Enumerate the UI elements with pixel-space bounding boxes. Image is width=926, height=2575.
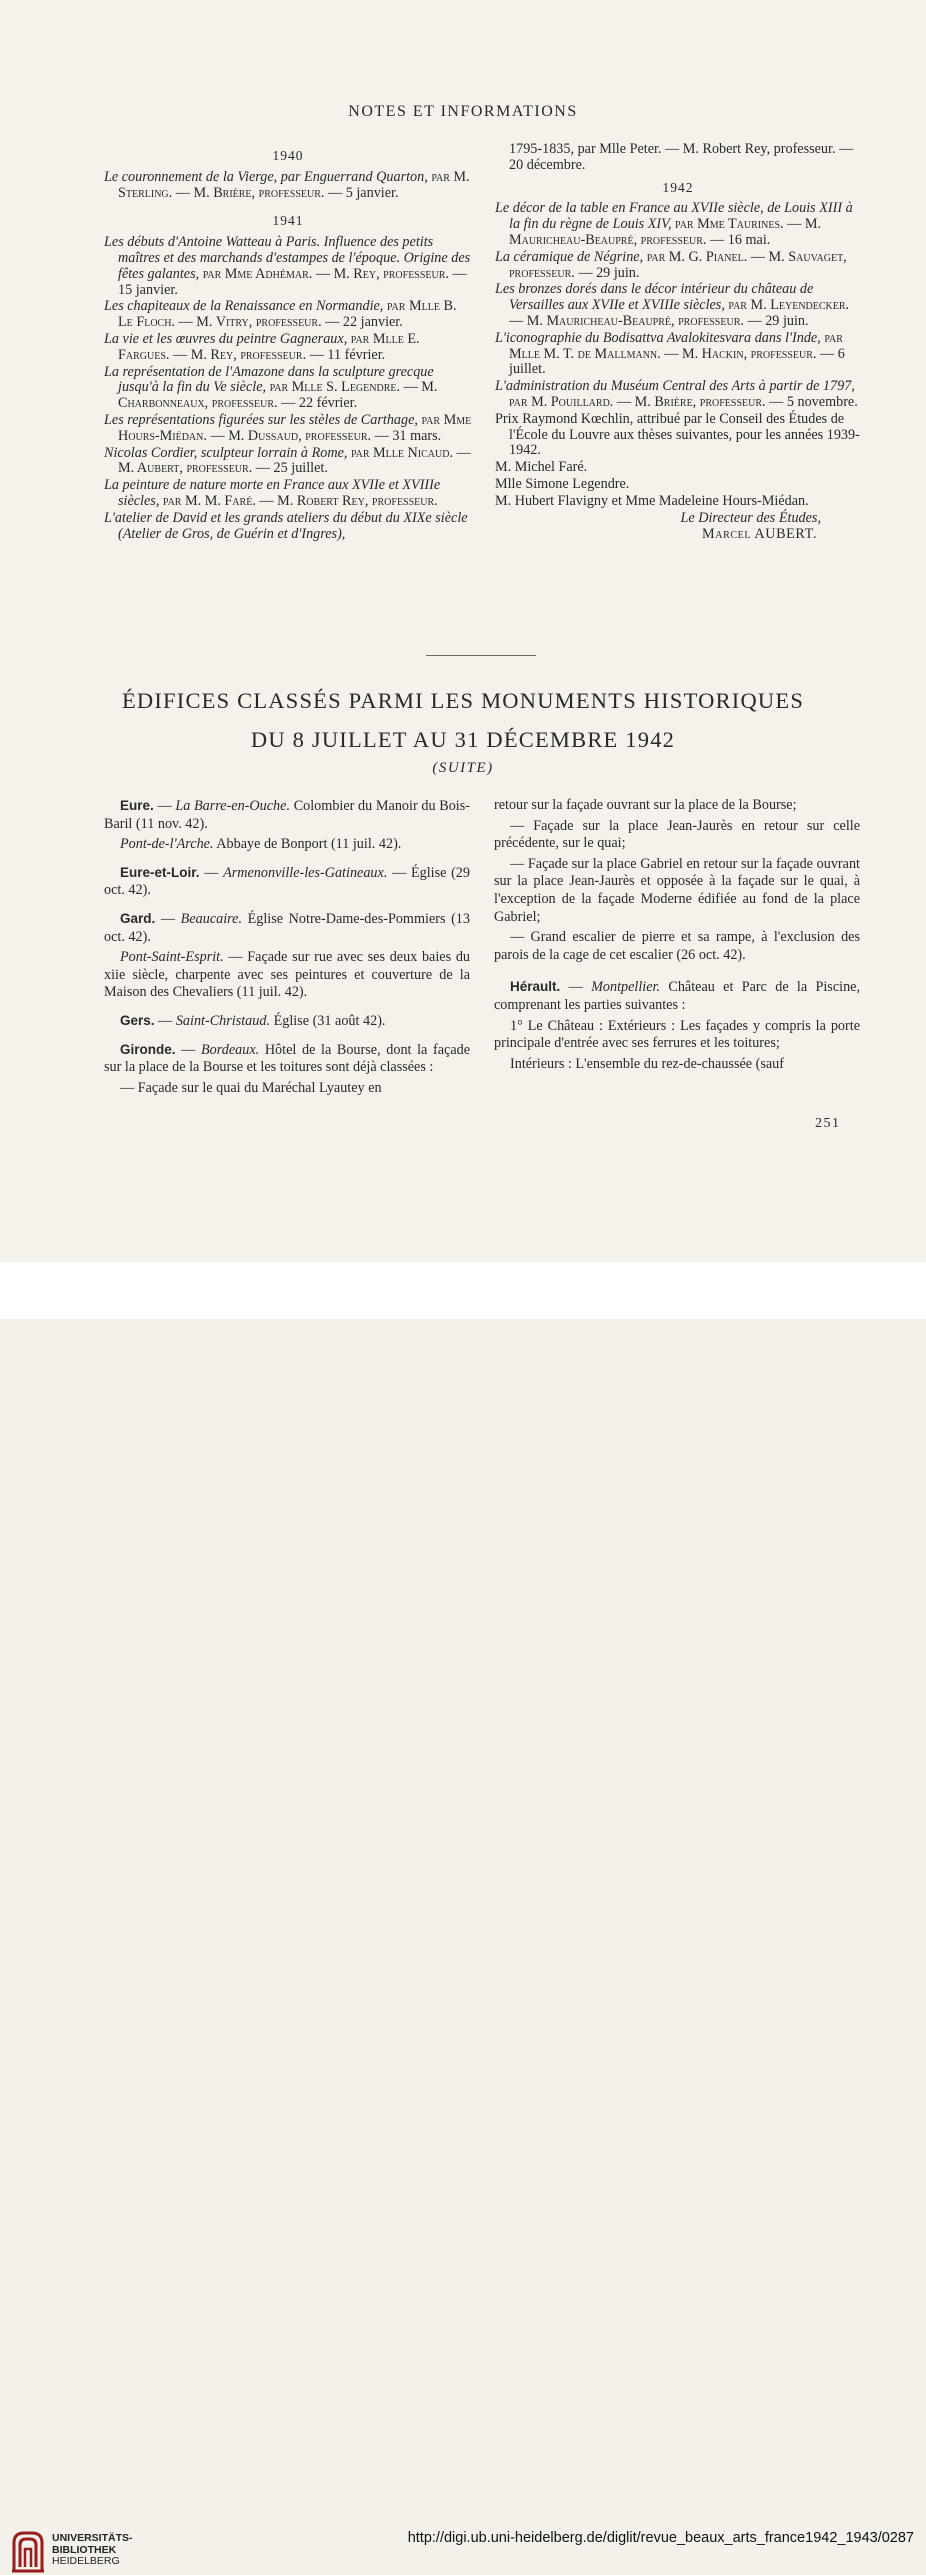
note-entry: L'iconographie du Bodisattva Avalokitesvara dans l'Inde, par Mlle M. T. de Mallmann. — M. Hackin, professeur. — 6 juillet. (495, 329, 845, 378)
listing-paragraph: Eure-et-Loir. — Armenonville-les-Gatineaux. — Église (29 oct. 42). (104, 864, 470, 899)
note-entry: Le couronnement de la Vierge, par Enguerrand Quarton, par M. Sterling. — M. Brière, professeur. — 5 janvier. (104, 168, 470, 201)
notes-left-column (104, 142, 472, 543)
signature-role: Le Directeur des Études, (680, 509, 821, 526)
university-seal-icon (10, 2529, 46, 2575)
listing-paragraph: — Façade sur la place Gabriel en retour sur la façade ouvrant sur la place Jean-Jaurès et opposée à la façade sur le quai, à l'exception de la façade Moderne édifiée au fond de la place Gabriel; (494, 855, 860, 925)
prize-winner: Mlle Simone Legendre. (495, 475, 630, 492)
listing-paragraph: Pont-Saint-Esprit. — Façade sur rue avec ses deux baies du xiie siècle, charpente avec ses peintures et couverture de la Maison des Chevaliers (11 juil. 42). (104, 949, 471, 1001)
note-entry: Les chapiteaux de la Renaissance en Normandie, par Mlle B. Le Floch. — M. Vitry, professeur. — 22 janvier. (104, 298, 457, 331)
section-title-line1: ÉDIFICES CLASSÉS PARMI LES MONUMENTS HISTORIQUES (121, 688, 805, 713)
signature-name: Marcel AUBERT. (702, 526, 817, 543)
note-continuation: 1795-1835, par Mlle Peter. — M. Robert Rey, professeur. — 20 décembre. (509, 141, 854, 173)
note-entry: Les représentations figurées sur les stèles de Carthage, par Mme Hours-Miédan. — M. Dussaud, professeur. — 31 mars. (104, 411, 472, 444)
note-entry: La vie et les œuvres du peintre Gagneraux, par Mlle E. Fargues. — M. Rey, professeur. — 11 février. (104, 330, 420, 363)
year-heading: 1940 (272, 148, 304, 163)
viewer-footer (0, 1262, 926, 2567)
note-entry: Les débuts d'Antoine Watteau à Paris. Influence des petits maîtres et des marchands d'estampes de l'époque. Origine des fêtes galantes, par Mme Adhémar. — M. Rey, professeur. — 15 janvier. (104, 234, 471, 298)
library-name: UNIVERSITÄTS- BIBLIOTHEK HEIDELBERG (52, 2532, 133, 2567)
notes-right-column (495, 142, 861, 544)
note-entry: La peinture de nature morte en France aux XVIIe et XVIIIe siècles, par M. M. Faré. — M. Robert Rey, professeur. (104, 477, 441, 509)
listing-paragraph: — Façade sur le quai du Maréchal Lyautey en (120, 1079, 382, 1096)
listing-paragraph: Pont-de-l'Arche. Abbaye de Bonport (11 juil. 42). (120, 836, 402, 853)
listing-paragraph: Eure. — La Barre-en-Ouche. Colombier du Manoir du Bois-Baril (11 nov. 42). (104, 798, 470, 832)
listing-paragraph: Hérault. — Montpellier. Château et Parc de la Piscine, comprenant les parties suivantes : (494, 979, 861, 1013)
listing-paragraph: retour sur la façade ouvrant sur la place de la Bourse; (494, 797, 797, 813)
page-number: 251 (815, 1116, 841, 1131)
listing-paragraph: Gers. — Saint-Christaud. Église (31 août 42). (120, 1012, 386, 1029)
source-url[interactable]: http://digi.ub.uni-heidelberg.de/diglit/revue_beaux_arts_france1942_1943/0287 (407, 2530, 914, 2546)
listing-paragraph: 1° Le Château : Extérieurs : Les façades y compris la porte principale d'entrée avec ses ferrures et les toitures; (494, 1017, 860, 1052)
section-subtitle: (SUITE) (432, 760, 494, 776)
prize-winner: M. Michel Faré. (495, 459, 588, 476)
note-entry: Le décor de la table en France au XVIIe siècle, de Louis XIII à la fin du règne de Louis XIV, par Mme Taurines. — M. Mauricheau-Beaupré, professeur. — 16 mai. (495, 200, 853, 248)
note-entry: Les bronzes dorés dans le décor intérieur du château de Versailles aux XVIIe et XVIIIe siècles, par M. Leyendecker. — M. Mauricheau-Beaupré, professeur. — 29 juin. (495, 281, 850, 329)
prize-winner: M. Hubert Flavigny et Mme Madeleine Hours-Miédan. (495, 492, 809, 509)
listing-paragraph: Gironde. — Bordeaux. Hôtel de la Bourse, dont la façade sur la place de la Bourse et les toitures sont déjà classées : (104, 1041, 471, 1076)
listing-paragraph: — Façade sur la place Jean-Jaurès en retour sur celle précédente, sur le quai; (494, 817, 860, 852)
scanned-page (0, 0, 926, 1262)
note-entry: La céramique de Négrine, par M. G. Pianel. — M. Sauvaget, professeur. — 29 juin. (495, 248, 847, 281)
listing-paragraph: — Grand escalier de pierre et sa rampe, à l'exclusion des parois de la cage de cet escalier (26 oct. 42). (494, 929, 860, 963)
prize-paragraph: Prix Raymond Kœchlin, attribué par le Conseil des Études de l'École du Louvre aux thèses suivantes, pour les années 1939-1942. (495, 410, 860, 459)
year-heading: 1942 (662, 179, 694, 195)
listing-paragraph: Gard. — Beaucaire. Église Notre-Dame-des-Pommiers (13 oct. 42). (104, 910, 470, 945)
note-entry: La représentation de l'Amazone dans la sculpture grecque jusqu'à la fin du Ve siècle, par Mlle S. Legendre. — M. Charbonneaux, professeur. — 22 février. (104, 363, 438, 412)
section-title-line2: DU 8 JUILLET AU 31 DÉCEMBRE 1942 (250, 727, 676, 752)
body-right-column (494, 797, 860, 1076)
running-head: NOTES ET INFORMATIONS (348, 103, 578, 120)
section-divider (426, 655, 536, 656)
note-entry: Nicolas Cordier, sculpteur lorrain à Rome, par Mlle Nicaud. — M. Aubert, professeur. — 25 juillet. (104, 444, 471, 477)
year-heading: 1941 (272, 213, 304, 229)
note-entry: L'administration du Muséum Central des Arts à partir de 1797, par M. Pouillard. — M. Brière, professeur. — 5 novembre. (495, 378, 858, 410)
body-left-column (104, 797, 470, 1100)
note-entry: L'atelier de David et les grands ateliers du début du XIXe siècle (Atelier de Gros, de Guérin et d'Ingres), (104, 509, 468, 542)
listing-paragraph: Intérieurs : L'ensemble du rez-de-chaussée (sauf (510, 1055, 784, 1072)
